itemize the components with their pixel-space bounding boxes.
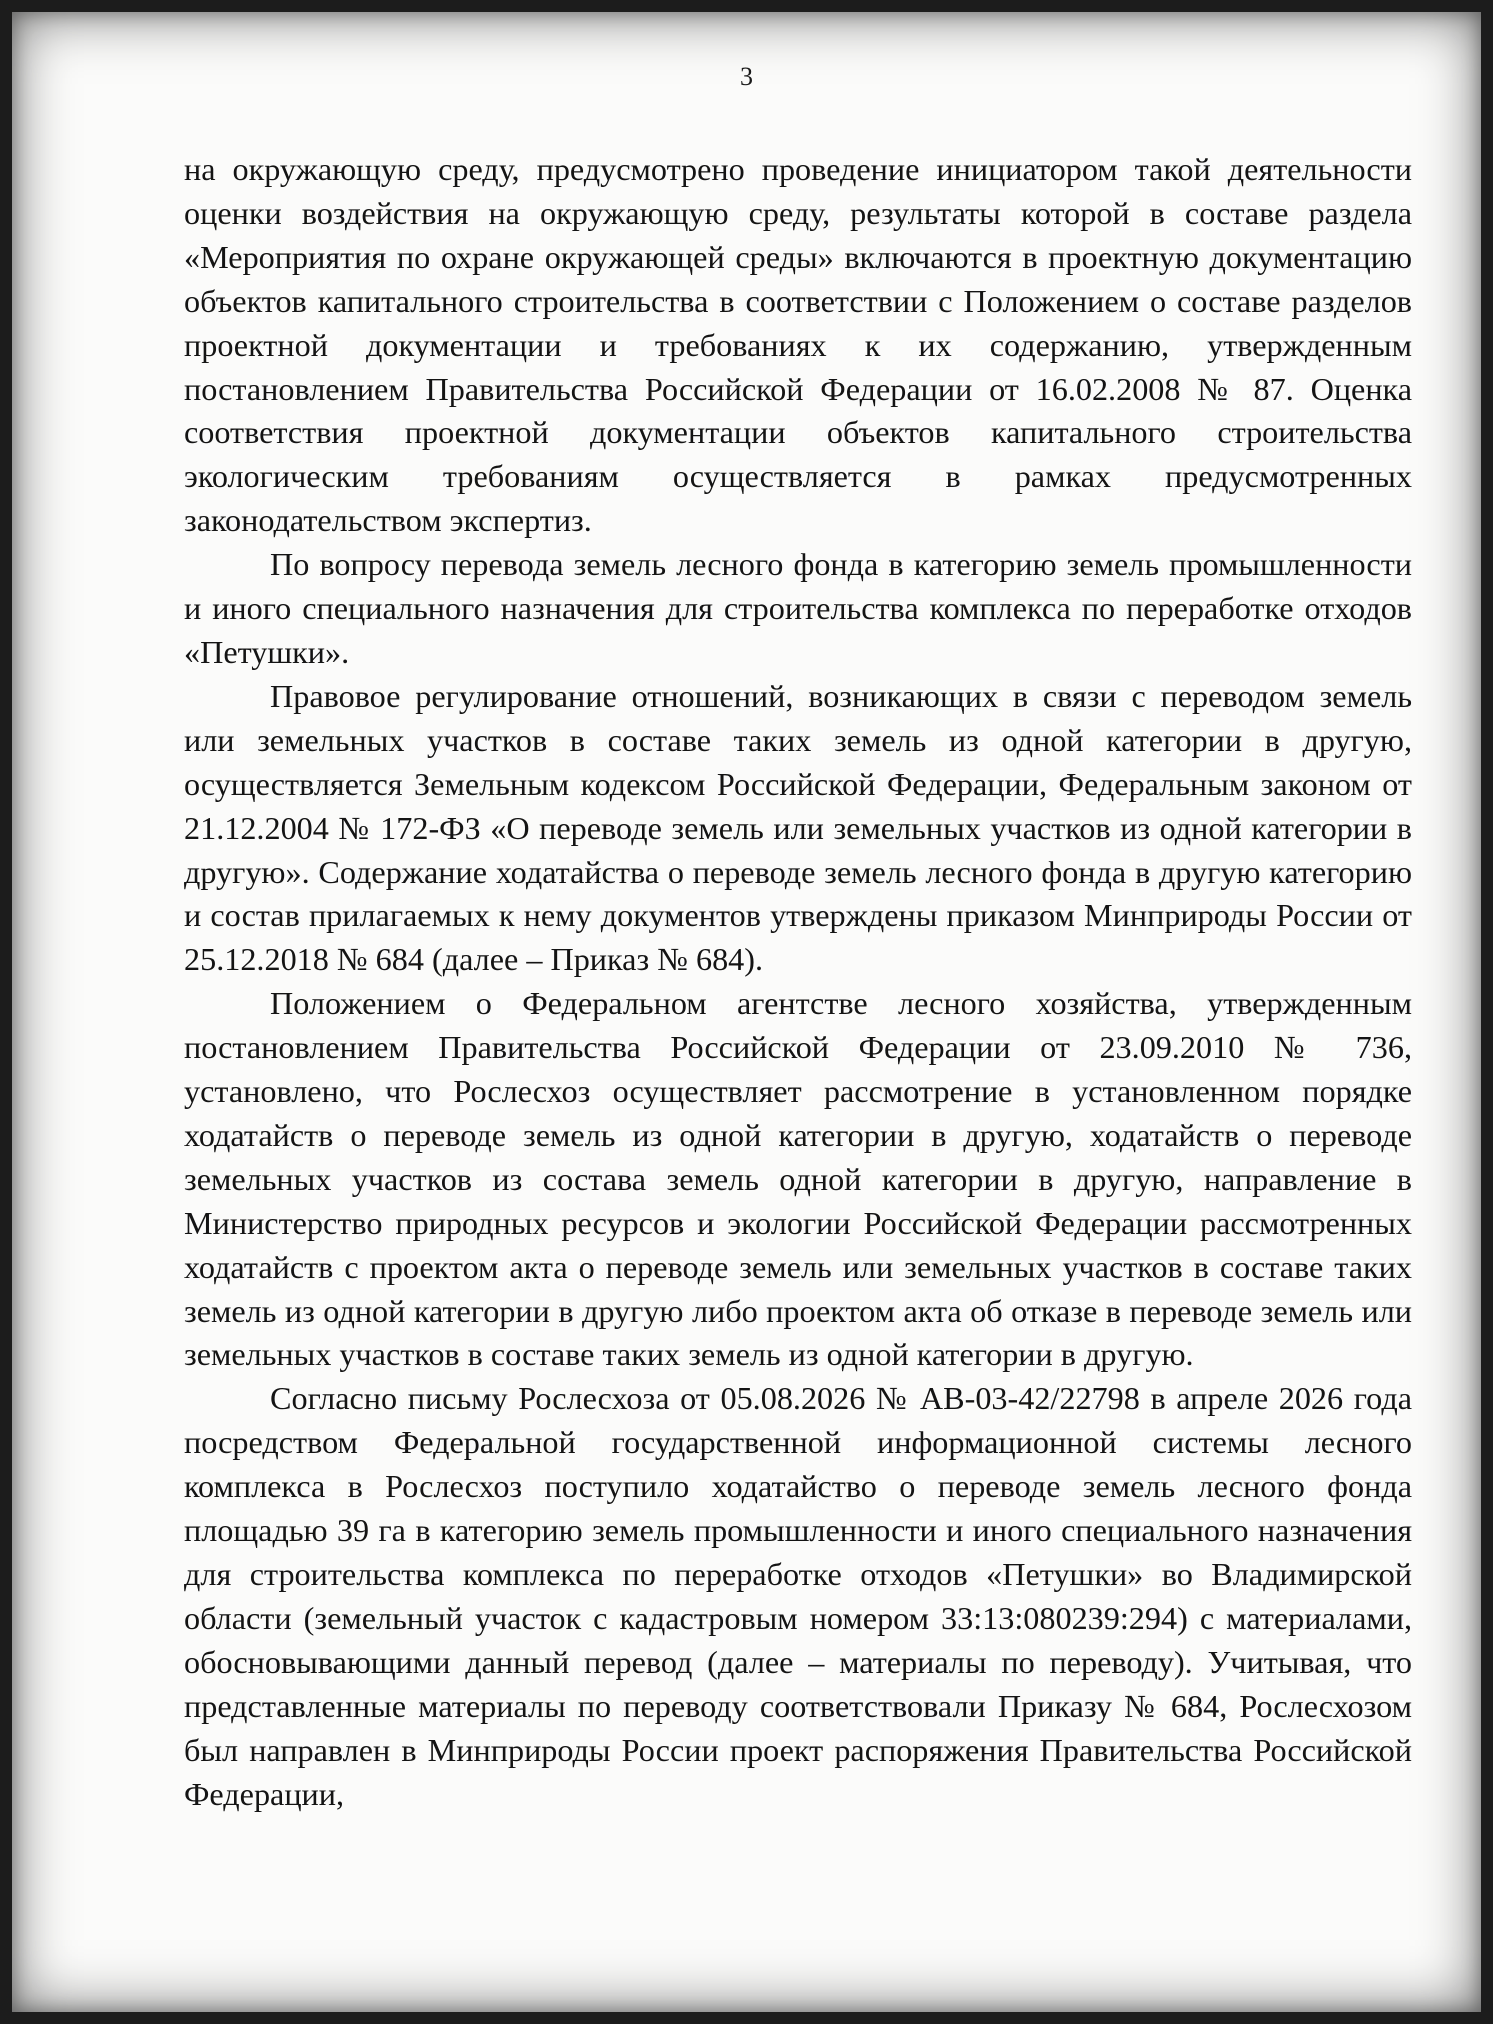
paragraph: Согласно письму Рослесхоза от 05.08.2026 № АВ-03-42/22798 в апреле 2026 года посредством Федеральной государственной информационной системы лесного комплекса в Рослесхоз поступило ходатайство о переводе земель лесного фонда площадью 39 га в категорию земель промышленности и иного специального назначения для строительства комплекса по переработке отходов «Петушки» во Владимирской области (земельный участок с кадастровым номером 33:13:080239:294) с материалами, обосновывающими данный перевод (далее – материалы по переводу). Учитывая, что представленные материалы по переводу соответствовали Приказу № 684, Рослесхозом был направлен в Минприроды России проект распоряжения Правительства Российской Федерации, <box>184 1380 1412 1812</box>
paragraph: Правовое регулирование отношений, возникающих в связи с переводом земель или земельных участков в составе таких земель из одной категории в другую, осуществляется Земельным кодексом Российской Федерации, Федеральным законом от 21.12.2004 № 172-ФЗ «О переводе земель или земельных участков из одной категории в другую». Содержание ходатайства о переводе земель лесного фонда в другую категорию и состав прилагаемых к нему документов утверждены приказом Минприроды России от 25.12.2018 № 684 (далее – Приказ № 684). <box>184 677 1412 978</box>
page-number: 3 <box>740 62 753 91</box>
paragraph: По вопросу перевода земель лесного фонда в категорию земель промышленности и иного специального назначения для строительства комплекса по переработке отходов «Петушки». <box>184 546 1412 670</box>
document-body <box>184 148 1412 1816</box>
paragraph: на окружающую среду, предусмотрено проведение инициатором такой деятельности оценки воздействия на окружающую среду, результаты которой в составе раздела «Мероприятия по охране окружающей среды» включаются в проектную документацию объектов капитального строительства в соответствии с Положением о составе разделов проектной документации и требованиях к их содержанию, утвержденным постановлением Правительства Российской Федерации от 16.02.2008 № 87. Оценка соответствия проектной документации объектов капитального строительства экологическим требованиям осуществляется в рамках предусмотренных законодательством экспертиз. <box>184 151 1412 539</box>
paragraph: Положением о Федеральном агентстве лесного хозяйства, утвержденным постановлением Правительства Российской Федерации от 23.09.2010 № 736, установлено, что Рослесхоз осуществляет рассмотрение в установленном порядке ходатайств о переводе земель из одной категории в другую, ходатайств о переводе земельных участков из состава земель одной категории в другую, направление в Министерство природных ресурсов и экологии Российской Федерации рассмотренных ходатайств с проектом акта о переводе земель или земельных участков в составе таких земель из одной категории в другую либо проектом акта об отказе в переводе земель или земельных участков в составе таких земель из одной категории в другую. <box>184 985 1412 1373</box>
document-page <box>12 12 1481 2012</box>
